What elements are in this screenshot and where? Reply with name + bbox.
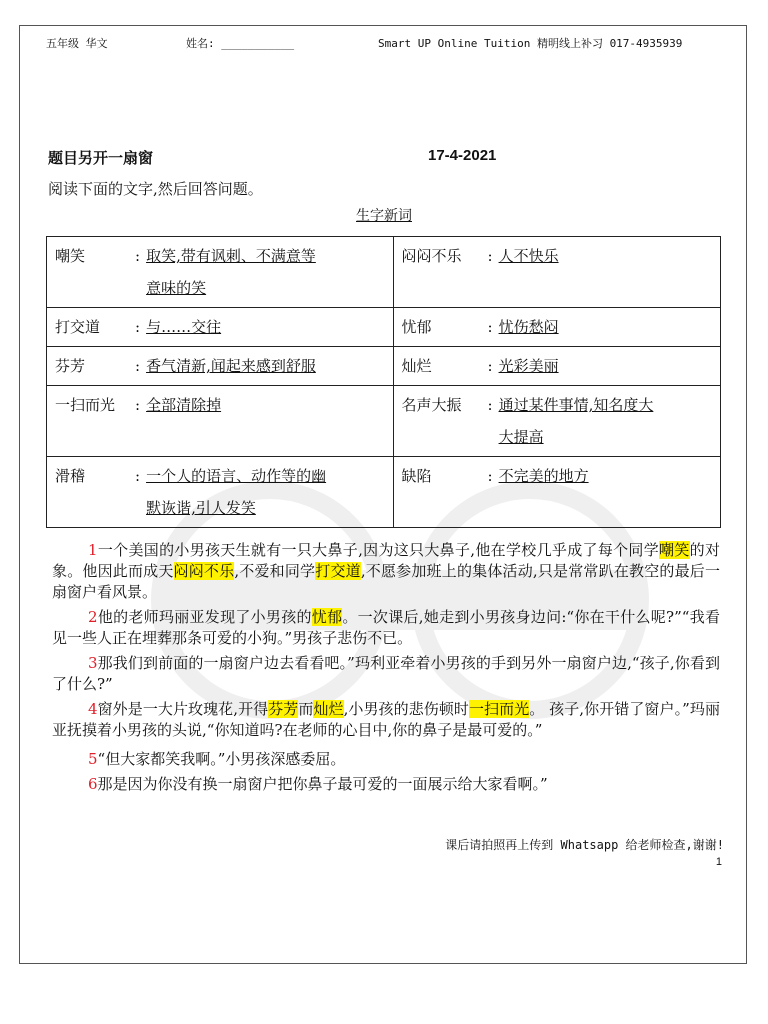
table-row bbox=[47, 308, 721, 347]
vocab-meaning: 忧伤愁闷 bbox=[498, 318, 559, 336]
paragraph-number: 4 bbox=[88, 700, 98, 718]
vocab-meaning: 通过某件事情,知名度大 大提高 bbox=[498, 396, 654, 446]
paragraph-number: 1 bbox=[88, 541, 98, 559]
vocab-meaning: 全部清除掉 bbox=[146, 396, 222, 414]
instruction-text: 阅读下面的文字,然后回答问题。 bbox=[48, 180, 263, 198]
vocab-entry bbox=[393, 308, 721, 347]
vocab-entry bbox=[47, 386, 394, 457]
vocab-word: 缺陷 bbox=[401, 467, 432, 485]
vocab-word: 滑稽 bbox=[55, 467, 86, 485]
vocab-colon: : bbox=[487, 247, 493, 265]
highlight-word: 芬芳 bbox=[268, 700, 299, 718]
table-row bbox=[47, 386, 721, 457]
table-row bbox=[47, 457, 721, 528]
vocab-word: 忧郁 bbox=[401, 318, 432, 336]
vocab-colon: : bbox=[135, 247, 141, 265]
vocab-colon: : bbox=[487, 467, 493, 485]
vocab-meaning: 香气清新,闻起来感到舒服 bbox=[146, 357, 316, 375]
highlight-word: 嘲笑 bbox=[659, 541, 690, 559]
vocab-entry bbox=[393, 457, 721, 528]
vocab-entry bbox=[393, 347, 721, 386]
vocab-word: 灿烂 bbox=[401, 357, 432, 375]
highlight-word: 闷闷不乐 bbox=[173, 562, 235, 580]
paragraph-number: 5 bbox=[88, 750, 98, 768]
vocab-colon: : bbox=[135, 357, 141, 375]
name-label: 姓名: bbox=[186, 37, 215, 50]
vocab-entry bbox=[47, 457, 394, 528]
name-blank: ___________ bbox=[221, 37, 295, 50]
vocab-meaning: 一个人的语言、动作等的幽 默诙谐,引人发笑 bbox=[146, 467, 327, 517]
vocab-entry bbox=[393, 237, 721, 308]
table-row bbox=[47, 237, 721, 308]
vocab-word: 打交道 bbox=[55, 318, 101, 336]
vocab-colon: : bbox=[135, 318, 141, 336]
paragraph-number: 2 bbox=[88, 608, 98, 626]
vocab-meaning: 与……交往 bbox=[146, 318, 222, 336]
page-title: 题目另开一扇窗 bbox=[48, 149, 154, 167]
vocab-meaning: 光彩美丽 bbox=[498, 357, 559, 375]
highlight-word: 打交道 bbox=[315, 562, 361, 580]
footer-note: 课后请拍照再上传到 Whatsapp 给老师检查,谢谢! bbox=[445, 838, 724, 852]
grade-subject: 五年级 华文 bbox=[46, 37, 108, 50]
vocab-colon: : bbox=[487, 396, 493, 414]
highlight-word: 一扫而光 bbox=[468, 700, 530, 718]
vocab-meaning: 不完美的地方 bbox=[498, 467, 589, 485]
vocab-colon: : bbox=[487, 318, 493, 336]
worksheet-date: 17-4-2021 bbox=[428, 147, 497, 164]
vocab-meaning: 人不快乐 bbox=[498, 247, 559, 265]
highlight-word: 忧郁 bbox=[311, 608, 343, 626]
vocab-meaning: 取笑,带有讽刺、不满意等 意味的笑 bbox=[146, 247, 316, 297]
page-number: 1 bbox=[715, 856, 722, 868]
vocab-colon: : bbox=[487, 357, 493, 375]
vocab-colon: : bbox=[135, 396, 141, 414]
vocab-colon: : bbox=[135, 467, 141, 485]
vocab-entry bbox=[47, 308, 394, 347]
vocab-entry bbox=[47, 237, 394, 308]
story-paragraph-5: 5“但大家都笑我啊。”小男孩深感委屈。 bbox=[88, 750, 346, 768]
vocab-word: 芬芳 bbox=[55, 357, 86, 375]
paragraph-number: 3 bbox=[88, 654, 98, 672]
table-row bbox=[47, 347, 721, 386]
vocab-table bbox=[46, 236, 721, 528]
vocab-entry bbox=[393, 386, 721, 457]
story-paragraph-3: 3那我们到前面的一扇窗户边去看看吧。”玛利亚牵着小男孩的手到另外一扇窗户边,“孩子,你看到了什么?” bbox=[52, 654, 720, 693]
story-paragraph-6: 6那是因为你没有换一扇窗户把你鼻子最可爱的一面展示给大家看啊。” bbox=[88, 775, 548, 793]
story-paragraph-2: 2他的老师玛丽亚发现了小男孩的忧郁。一次课后,她走到小男孩身边问:“你在干什么呢?”“我看见一些人正在埋葬那条可爱的小狗。”男孩子悲伤不已。 bbox=[52, 608, 720, 647]
vocab-word: 一扫而光 bbox=[55, 396, 116, 414]
story-paragraph-1: 1一个美国的小男孩天生就有一只大鼻子,因为这只大鼻子,他在学校几乎成了每个同学嘲笑的对象。他因此而成天闷闷不乐,不爱和同学打交道,不愿参加班上的集体活动,只是常常趴在教空的最后一扇窗户看风景。 bbox=[52, 541, 720, 601]
vocab-entry bbox=[47, 347, 394, 386]
story-paragraph-4: 4窗外是一大片玫瑰花,开得芬芳而灿烂,小男孩的悲伤顿时一扫而光。 孩子,你开错了窗户。”玛丽亚抚摸着小男孩的头说,“你知道吗?在老师的心目中,你的鼻子是最可爱的。” bbox=[52, 700, 720, 739]
vocab-word: 闷闷不乐 bbox=[401, 247, 462, 265]
vocab-word: 名声大振 bbox=[401, 396, 462, 414]
story-text bbox=[52, 540, 720, 799]
vocab-title: 生字新词 bbox=[356, 208, 412, 224]
tuition-info: Smart UP Online Tuition 精明线上补习 017-4935939 bbox=[378, 37, 683, 50]
highlight-word: 灿烂 bbox=[313, 700, 344, 718]
vocab-word: 嘲笑 bbox=[55, 247, 86, 265]
paragraph-number: 6 bbox=[88, 775, 98, 793]
student-name-field[interactable] bbox=[186, 35, 294, 51]
